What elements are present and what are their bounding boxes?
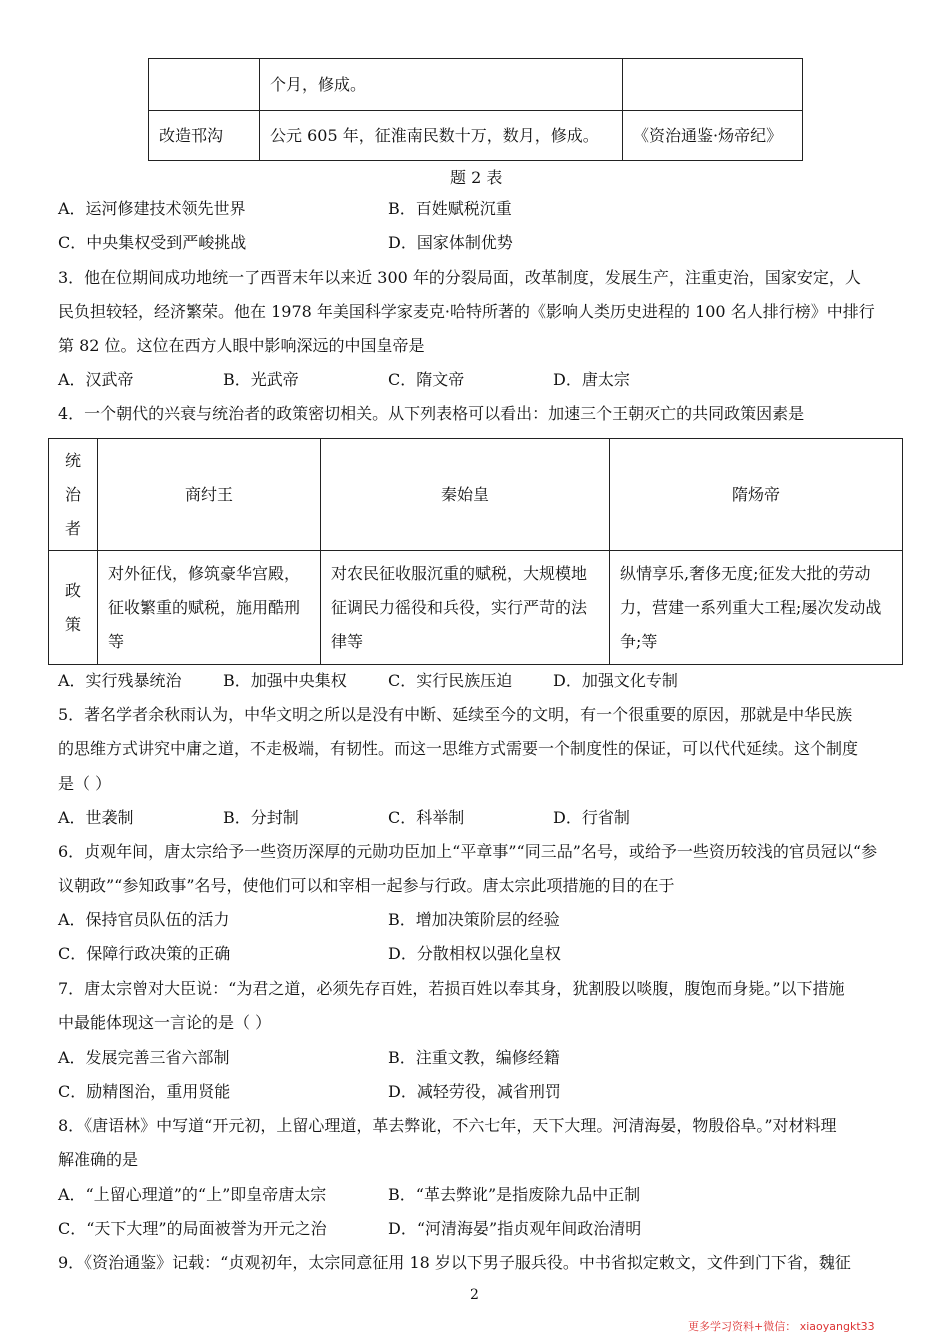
table-cell: 《资治通鉴·炀帝纪》 bbox=[623, 111, 803, 161]
canal-table bbox=[148, 58, 803, 161]
policy-line: 纵情享乐,奢侈无度;征发大批的劳动 bbox=[620, 563, 871, 583]
question-text: 第 82 位。这位在西方人眼中影响深远的中国皇帝是 bbox=[58, 336, 425, 355]
label-char: 统 bbox=[64, 450, 81, 470]
option-d: D．分散相权以强化皇权 bbox=[388, 944, 561, 963]
option-a: A．发展完善三省六部制 bbox=[58, 1048, 230, 1067]
table-caption: 题 2 表 bbox=[450, 168, 503, 187]
question-text: 6．贞观年间，唐太宗给予一些资历深厚的元勋功臣加上“平章事”“同三品”名号，或给予一些资历较浅的官员冠以“参 bbox=[58, 842, 878, 861]
table-cell bbox=[623, 59, 803, 111]
option-b: B．注重文教，编修经籍 bbox=[388, 1048, 560, 1067]
option-d: D．行省制 bbox=[553, 808, 630, 827]
question-text: 5．著名学者余秋雨认为，中华文明之所以是没有中断、延续至今的文明，有一个很重要的原因，那就是中华民族 bbox=[58, 705, 853, 724]
option-d: D．国家体制优势 bbox=[388, 233, 513, 252]
table-cell bbox=[149, 59, 260, 111]
question-text: 中最能体现这一言论的是（ ） bbox=[58, 1013, 272, 1032]
option-c: C．科举制 bbox=[388, 808, 465, 827]
option-c: C．实行民族压迫 bbox=[388, 671, 513, 690]
question-text: 4．一个朝代的兴衰与统治者的政策密切相关。从下列表格可以看出：加速三个王朝灭亡的共同政策因素是 bbox=[58, 404, 805, 423]
ruler-cell: 隋炀帝 bbox=[610, 439, 903, 551]
option-c: C．保障行政决策的正确 bbox=[58, 944, 231, 963]
question-text: 议朝政”“参知政事”名号，使他们可以和宰相一起参与行政。唐太宗此项措施的目的在于 bbox=[58, 876, 675, 895]
policy-line: 征收繁重的赋税，施用酷刑 bbox=[108, 597, 301, 617]
option-d: D．减轻劳役，减省刑罚 bbox=[388, 1082, 561, 1101]
policy-line: 征调民力徭役和兵役，实行严苛的法 bbox=[331, 597, 588, 617]
dynasty-policy-table bbox=[48, 438, 903, 665]
question-text: 3．他在位期间成功地统一了西晋末年以来近 300 年的分裂局面，改革制度，发展生产，注重吏治，国家安定，人 bbox=[58, 268, 861, 287]
question-text: 9．《资治通鉴》记载：“贞观初年，太宗同意征用 18 岁以下男子服兵役。中书省拟定敕文，文件到门下省，魏征 bbox=[58, 1253, 851, 1272]
question-text: 8．《唐语林》中写道“开元初，上留心理道，革去弊讹，不六七年，天下大理。河清海晏，物殷俗阜。”对材料理 bbox=[58, 1116, 837, 1135]
policy-cell bbox=[98, 551, 321, 665]
option-b: B．百姓赋税沉重 bbox=[388, 199, 512, 218]
question-text: 解准确的是 bbox=[58, 1150, 139, 1169]
footer-text: 更多学习资料+微信： xiaoyangkt33 bbox=[688, 1320, 875, 1333]
policy-line: 力，营建一系列重大工程;屡次发动战 bbox=[620, 597, 882, 617]
policy-line: 等 bbox=[108, 631, 125, 651]
page-number: 2 bbox=[470, 1287, 479, 1303]
policy-line: 对农民征收服沉重的赋税，大规模地 bbox=[331, 563, 588, 583]
row-label bbox=[49, 439, 98, 551]
ruler-cell: 商纣王 bbox=[98, 439, 321, 551]
option-b: B．“革去弊讹”是指废除九品中正制 bbox=[388, 1185, 641, 1204]
table-cell: 公元 605 年，征淮南民数十万，数月，修成。 bbox=[260, 111, 623, 161]
option-b: B．分封制 bbox=[223, 808, 299, 827]
label-char: 者 bbox=[64, 518, 81, 538]
policy-line: 律等 bbox=[331, 631, 364, 651]
table-cell: 改造邗沟 bbox=[149, 111, 260, 161]
policy-line: 争;等 bbox=[620, 631, 658, 651]
option-b: B．光武帝 bbox=[223, 370, 299, 389]
option-a: A．汉武帝 bbox=[58, 370, 134, 389]
option-b: B．增加决策阶层的经验 bbox=[388, 910, 560, 929]
option-b: B．加强中央集权 bbox=[223, 671, 347, 690]
option-c: C．励精图治，重用贤能 bbox=[58, 1082, 231, 1101]
option-a: A．实行残暴统治 bbox=[58, 671, 182, 690]
ruler-cell: 秦始皇 bbox=[321, 439, 610, 551]
option-d: D．“河清海晏”指贞观年间政治清明 bbox=[388, 1219, 642, 1238]
question-text: 的思维方式讲究中庸之道，不走极端，有韧性。而这一思维方式需要一个制度性的保证，可以代代延续。这个制度 bbox=[58, 739, 859, 758]
option-d: D．加强文化专制 bbox=[553, 671, 678, 690]
option-a: A．“上留心理道”的“上”即皇帝唐太宗 bbox=[58, 1185, 327, 1204]
option-a: A．运河修建技术领先世界 bbox=[58, 199, 246, 218]
row-label bbox=[49, 551, 98, 665]
question-text: 民负担较轻，经济繁荣。他在 1978 年美国科学家麦克·哈特所著的《影响人类历史进程的 100 名人排行榜》中排行 bbox=[58, 302, 875, 321]
label-char: 治 bbox=[64, 484, 81, 504]
table-cell: 个月，修成。 bbox=[260, 59, 623, 111]
option-c: C．隋文帝 bbox=[388, 370, 465, 389]
option-a: A．世袭制 bbox=[58, 808, 134, 827]
label-char: 政 bbox=[64, 580, 81, 600]
question-text: 是（ ） bbox=[58, 774, 112, 793]
policy-line: 对外征伐，修筑豪华宫殿， bbox=[108, 563, 301, 583]
option-c: C．中央集权受到严峻挑战 bbox=[58, 233, 247, 252]
option-c: C．“天下大理”的局面被誉为开元之治 bbox=[58, 1219, 327, 1238]
policy-cell bbox=[610, 551, 903, 665]
option-a: A．保持官员队伍的活力 bbox=[58, 910, 230, 929]
question-text: 7．唐太宗曾对大臣说：“为君之道，必须先存百姓，若损百姓以奉其身，犹割股以啖腹，腹饱而身毙。”以下措施 bbox=[58, 979, 845, 998]
option-d: D．唐太宗 bbox=[553, 370, 630, 389]
policy-cell bbox=[321, 551, 610, 665]
label-char: 策 bbox=[64, 614, 81, 634]
